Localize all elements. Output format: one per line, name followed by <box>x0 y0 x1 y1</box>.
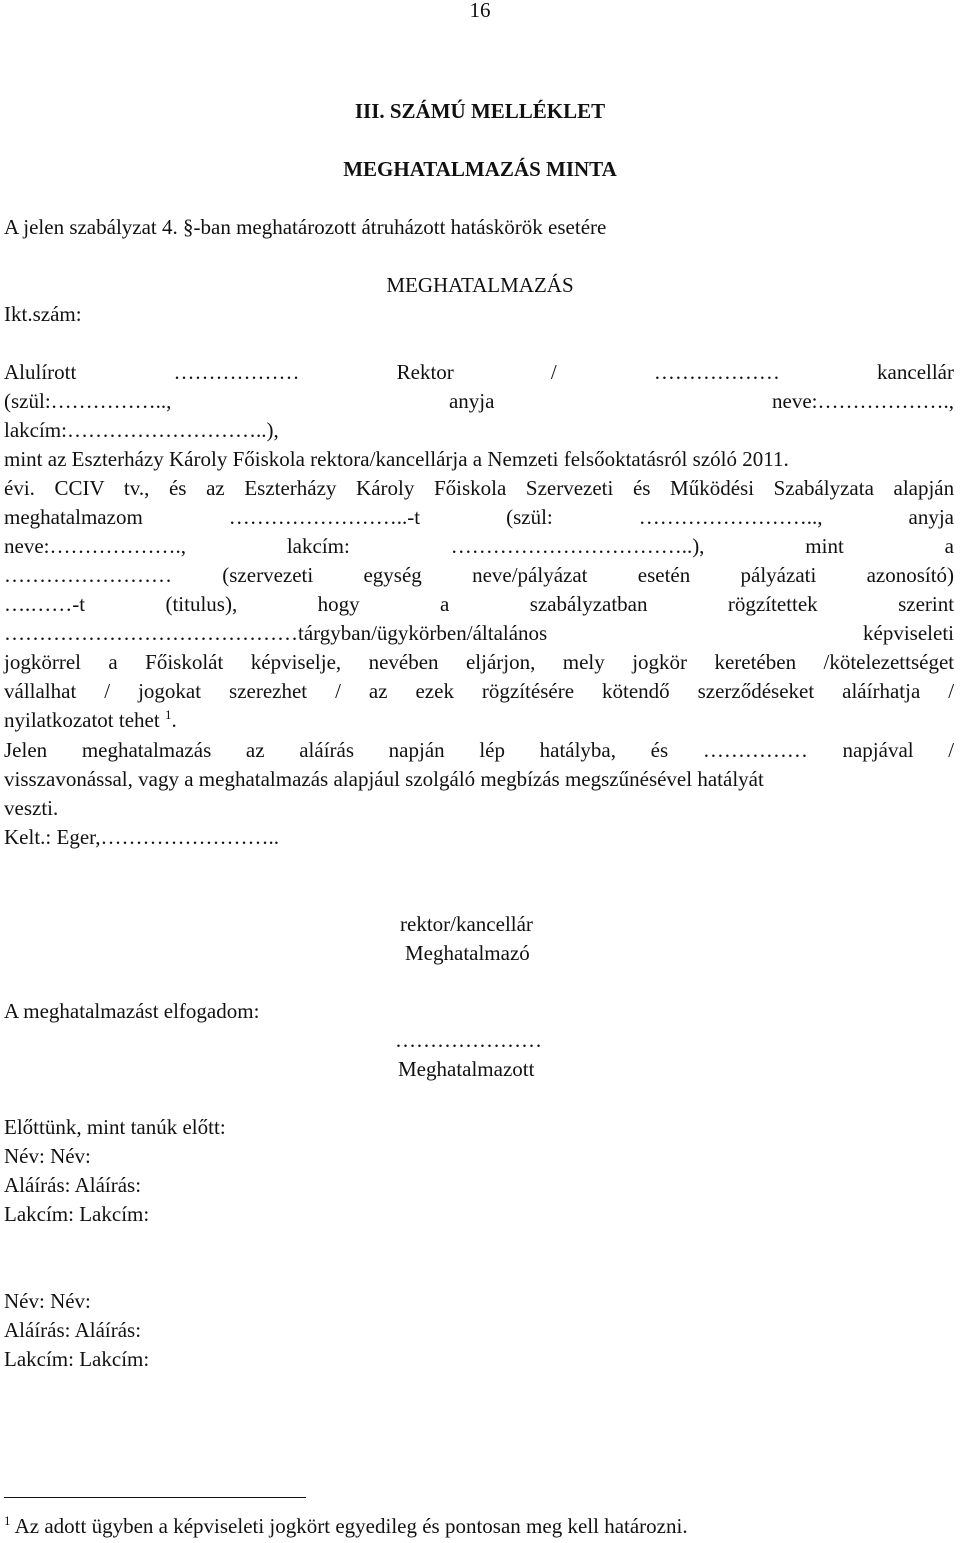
body-line-13: nyilatkozatot tehet $^1$. <box>4 707 177 732</box>
footnote-separator <box>4 1497 306 1498</box>
body-line-16: veszti. <box>4 796 59 820</box>
registration-number-label: Ikt.szám: <box>4 302 82 326</box>
body-line-8: …………………… (szervezeti egység neve/pályázat esetén pályázati azonosító) <box>4 563 955 587</box>
annex-heading: III. SZÁMÚ MELLÉKLET <box>354 99 606 123</box>
body-line-3: lakcím:………………………..), <box>4 418 279 442</box>
body-line-4: mint az Eszterházy Károly Főiskola rektora/kancellárja a Nemzeti felsőoktatásról szóló 2011. <box>4 447 789 471</box>
witness-signature-2: Aláírás: Aláírás: <box>4 1318 142 1342</box>
body-line-5: évi. CCIV tv., és az Eszterházy Károly Főiskola Szervezeti és Működési Szabályzata alapján <box>4 476 955 500</box>
witness-name-1: Név: Név: <box>4 1144 91 1168</box>
body-line-11: jogkörrel a Főiskolát képviselje, nevében eljárjon, mely jogkör keretében /kötelezettséget <box>4 650 955 674</box>
witness-address-1: Lakcím: Lakcím: <box>4 1202 150 1226</box>
witness-signature-1: Aláírás: Aláírás: <box>4 1173 142 1197</box>
body-line-7: neve:………………., lakcím: ……………………………..), mint a <box>4 534 954 558</box>
witnesses-title: Előttünk, mint tanúk előtt: <box>4 1115 226 1139</box>
document-title: MEGHATALMAZÁS <box>386 273 574 297</box>
body-line-2: (szül:…………….., anyja neve:………………., <box>4 389 954 413</box>
body-line-15: visszavonással, vagy a meghatalmazás alapjául szolgáló megbízás megszűnésével hatályát <box>4 767 764 791</box>
footnote-text: Az adott ügyben a képviseleti jogkört egyedileg és pontosan meg kell határozni. <box>14 1514 688 1538</box>
template-heading: MEGHATALMAZÁS MINTA <box>343 157 617 181</box>
page-number: 16 <box>469 0 491 22</box>
body-line-1: Alulírott ……………… Rektor / ……………… kancellár <box>4 360 954 384</box>
body-line-6: meghatalmazom ……………………..-t (szül: …………………….., anyja <box>4 505 954 529</box>
body-line-10: ……………………………………tárgyban/ügykörben/általános képviseleti <box>4 621 954 645</box>
body-line-14: Jelen meghatalmazás az aláírás napján lép hatályba, és …………… napjával / <box>4 738 955 762</box>
agent-label: Meghatalmazott <box>398 1057 535 1081</box>
principal-label: Meghatalmazó <box>405 941 530 965</box>
footnote-mark: 1 <box>4 1513 11 1528</box>
signer-role: rektor/kancellár <box>400 912 533 936</box>
intro-line: A jelen szabályzat 4. §-ban meghatározott átruházott hatáskörök esetére <box>4 215 607 239</box>
witness-address-2: Lakcím: Lakcím: <box>4 1347 150 1371</box>
footnote-reference: 1 <box>164 707 172 722</box>
body-line-9: ….……-t (titulus), hogy a szabályzatban rögzítettek szerint <box>4 592 955 616</box>
body-line-12: vállalhat / jogokat szerezhet / az ezek rögzítésére kötendő szerződéseket aláírhatja / <box>4 679 955 703</box>
signature-dots: ………………… <box>395 1028 542 1052</box>
footnote <box>4 1512 688 1543</box>
place-date-line: Kelt.: Eger,…………………….. <box>4 825 280 849</box>
acceptance-label: A meghatalmazást elfogadom: <box>4 999 260 1023</box>
witness-name-2: Név: Név: <box>4 1289 91 1313</box>
